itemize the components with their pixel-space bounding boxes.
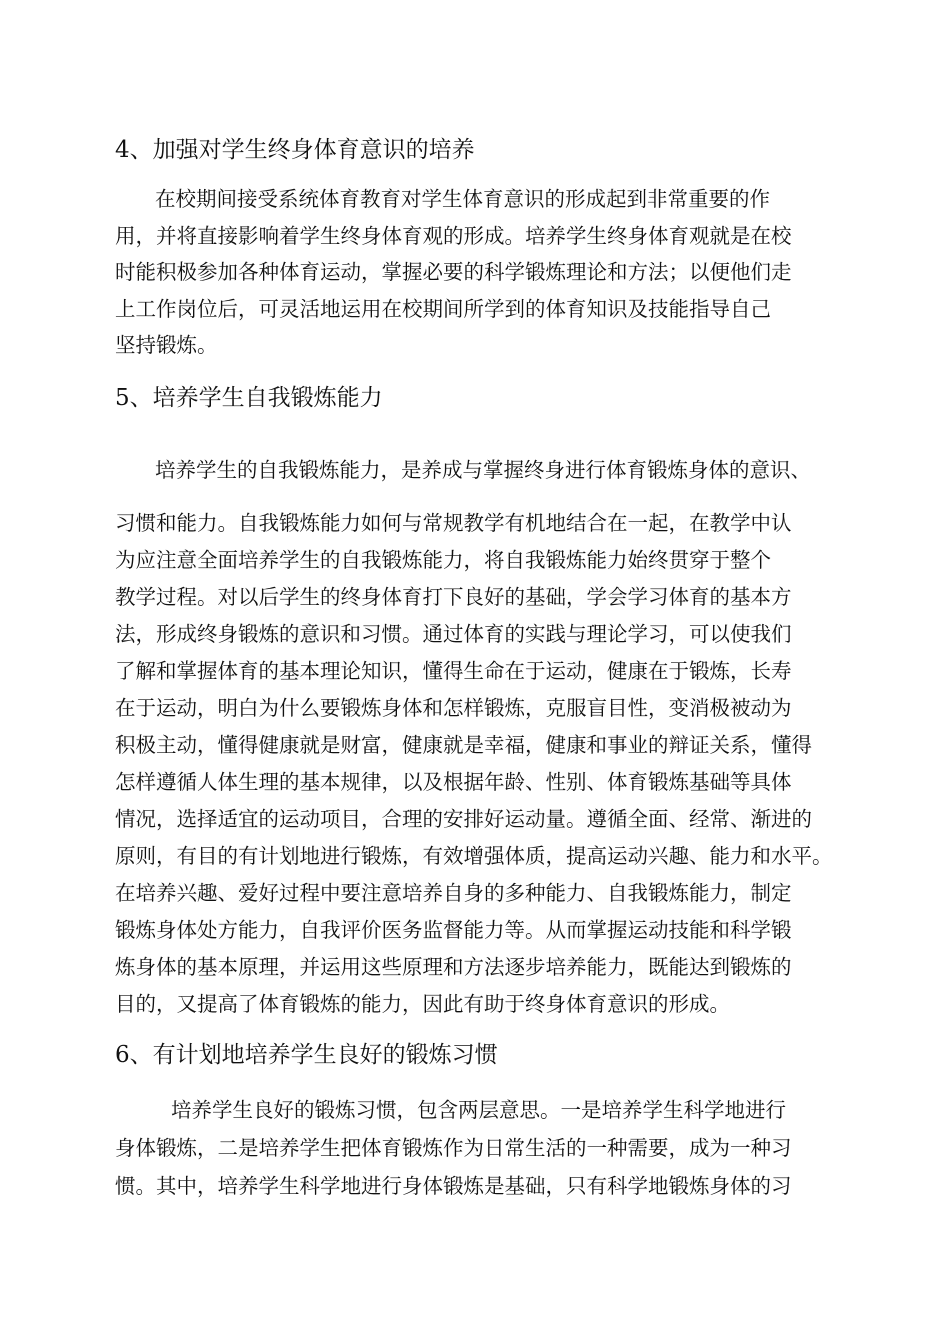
paragraph-line: 习惯和能力。自我锻炼能力如何与常规教学有机地结合在一起，在教学中认 <box>115 511 792 535</box>
paragraph-line: 教学过程。对以后学生的终身体育打下良好的基础，学会学习体育的基本方 <box>115 585 792 609</box>
paragraph-line: 身体锻炼，二是培养学生把体育锻炼作为日常生活的一种需要，成为一种习 <box>115 1136 792 1160</box>
paragraph-line: 目的，又提高了体育锻炼的能力，因此有助于终身体育意识的形成。 <box>115 992 730 1016</box>
paragraph-line: 坚持锻炼。 <box>115 333 218 357</box>
paragraph-line: 在校期间接受系统体育教育对学生体育意识的形成起到非常重要的作 <box>155 187 770 211</box>
section-heading-6: 6、有计划地培养学生良好的锻炼习惯 <box>115 1042 498 1068</box>
section-heading-5: 5、培养学生自我锻炼能力 <box>115 385 383 411</box>
paragraph-line: 在于运动，明白为什么要锻炼身体和怎样锻炼，克服盲目性，变消极被动为 <box>115 696 792 720</box>
paragraph-line: 在培养兴趣、爱好过程中要注意培养自身的多种能力、自我锻炼能力，制定 <box>115 881 792 905</box>
paragraph-line: 惯。其中，培养学生科学地进行身体锻炼是基础，只有科学地锻炼身体的习 <box>115 1174 792 1198</box>
paragraph-line: 培养学生的自我锻炼能力，是养成与掌握终身进行体育锻炼身体的意识、 <box>155 458 811 482</box>
paragraph-line: 上工作岗位后，可灵活地运用在校期间所学到的体育知识及技能指导自己 <box>115 296 771 321</box>
paragraph-line: 积极主动，懂得健康就是财富，健康就是幸福，健康和事业的辩证关系，懂得 <box>115 733 812 757</box>
paragraph-line: 锻炼身体处方能力，自我评价医务监督能力等。从而掌握运动技能和科学锻 <box>115 918 792 942</box>
paragraph-line: 法，形成终身锻炼的意识和习惯。通过体育的实践与理论学习，可以使我们 <box>115 622 792 646</box>
paragraph-line: 怎样遵循人体生理的基本规律，以及根据年龄、性别、体育锻炼基础等具体 <box>115 770 792 794</box>
paragraph-line: 了解和掌握体育的基本理论知识，懂得生命在于运动，健康在于锻炼，长寿 <box>115 659 792 683</box>
section-heading-4: 4、加强对学生终身体育意识的培养 <box>115 137 475 163</box>
paragraph-line: 为应注意全面培养学生的自我锻炼能力，将自我锻炼能力始终贯穿于整个 <box>115 548 771 572</box>
paragraph-line: 情况，选择适宜的运动项目，合理的安排好运动量。遵循全面、经常、渐进的 <box>115 807 812 831</box>
paragraph-line: 用，并将直接影响着学生终身体育观的形成。培养学生终身体育观就是在校 <box>115 223 792 248</box>
paragraph-line: 炼身体的基本原理，并运用这些原理和方法逐步培养能力，既能达到锻炼的 <box>115 955 792 979</box>
section-5-lead <box>115 452 811 489</box>
paragraph-line: 原则，有目的有计划地进行锻炼，有效增强体质，提高运动兴趣、能力和水平。 <box>115 844 833 868</box>
section-5-paragraph <box>115 505 833 1023</box>
paragraph-line: 培养学生良好的锻炼习惯，包含两层意思。一是培养学生科学地进行 <box>171 1098 786 1122</box>
section-4-paragraph <box>115 181 792 364</box>
paragraph-line: 时能积极参加各种体育运动，掌握必要的科学锻炼理论和方法；以便他们走 <box>115 260 792 284</box>
section-6-paragraph <box>115 1091 792 1205</box>
